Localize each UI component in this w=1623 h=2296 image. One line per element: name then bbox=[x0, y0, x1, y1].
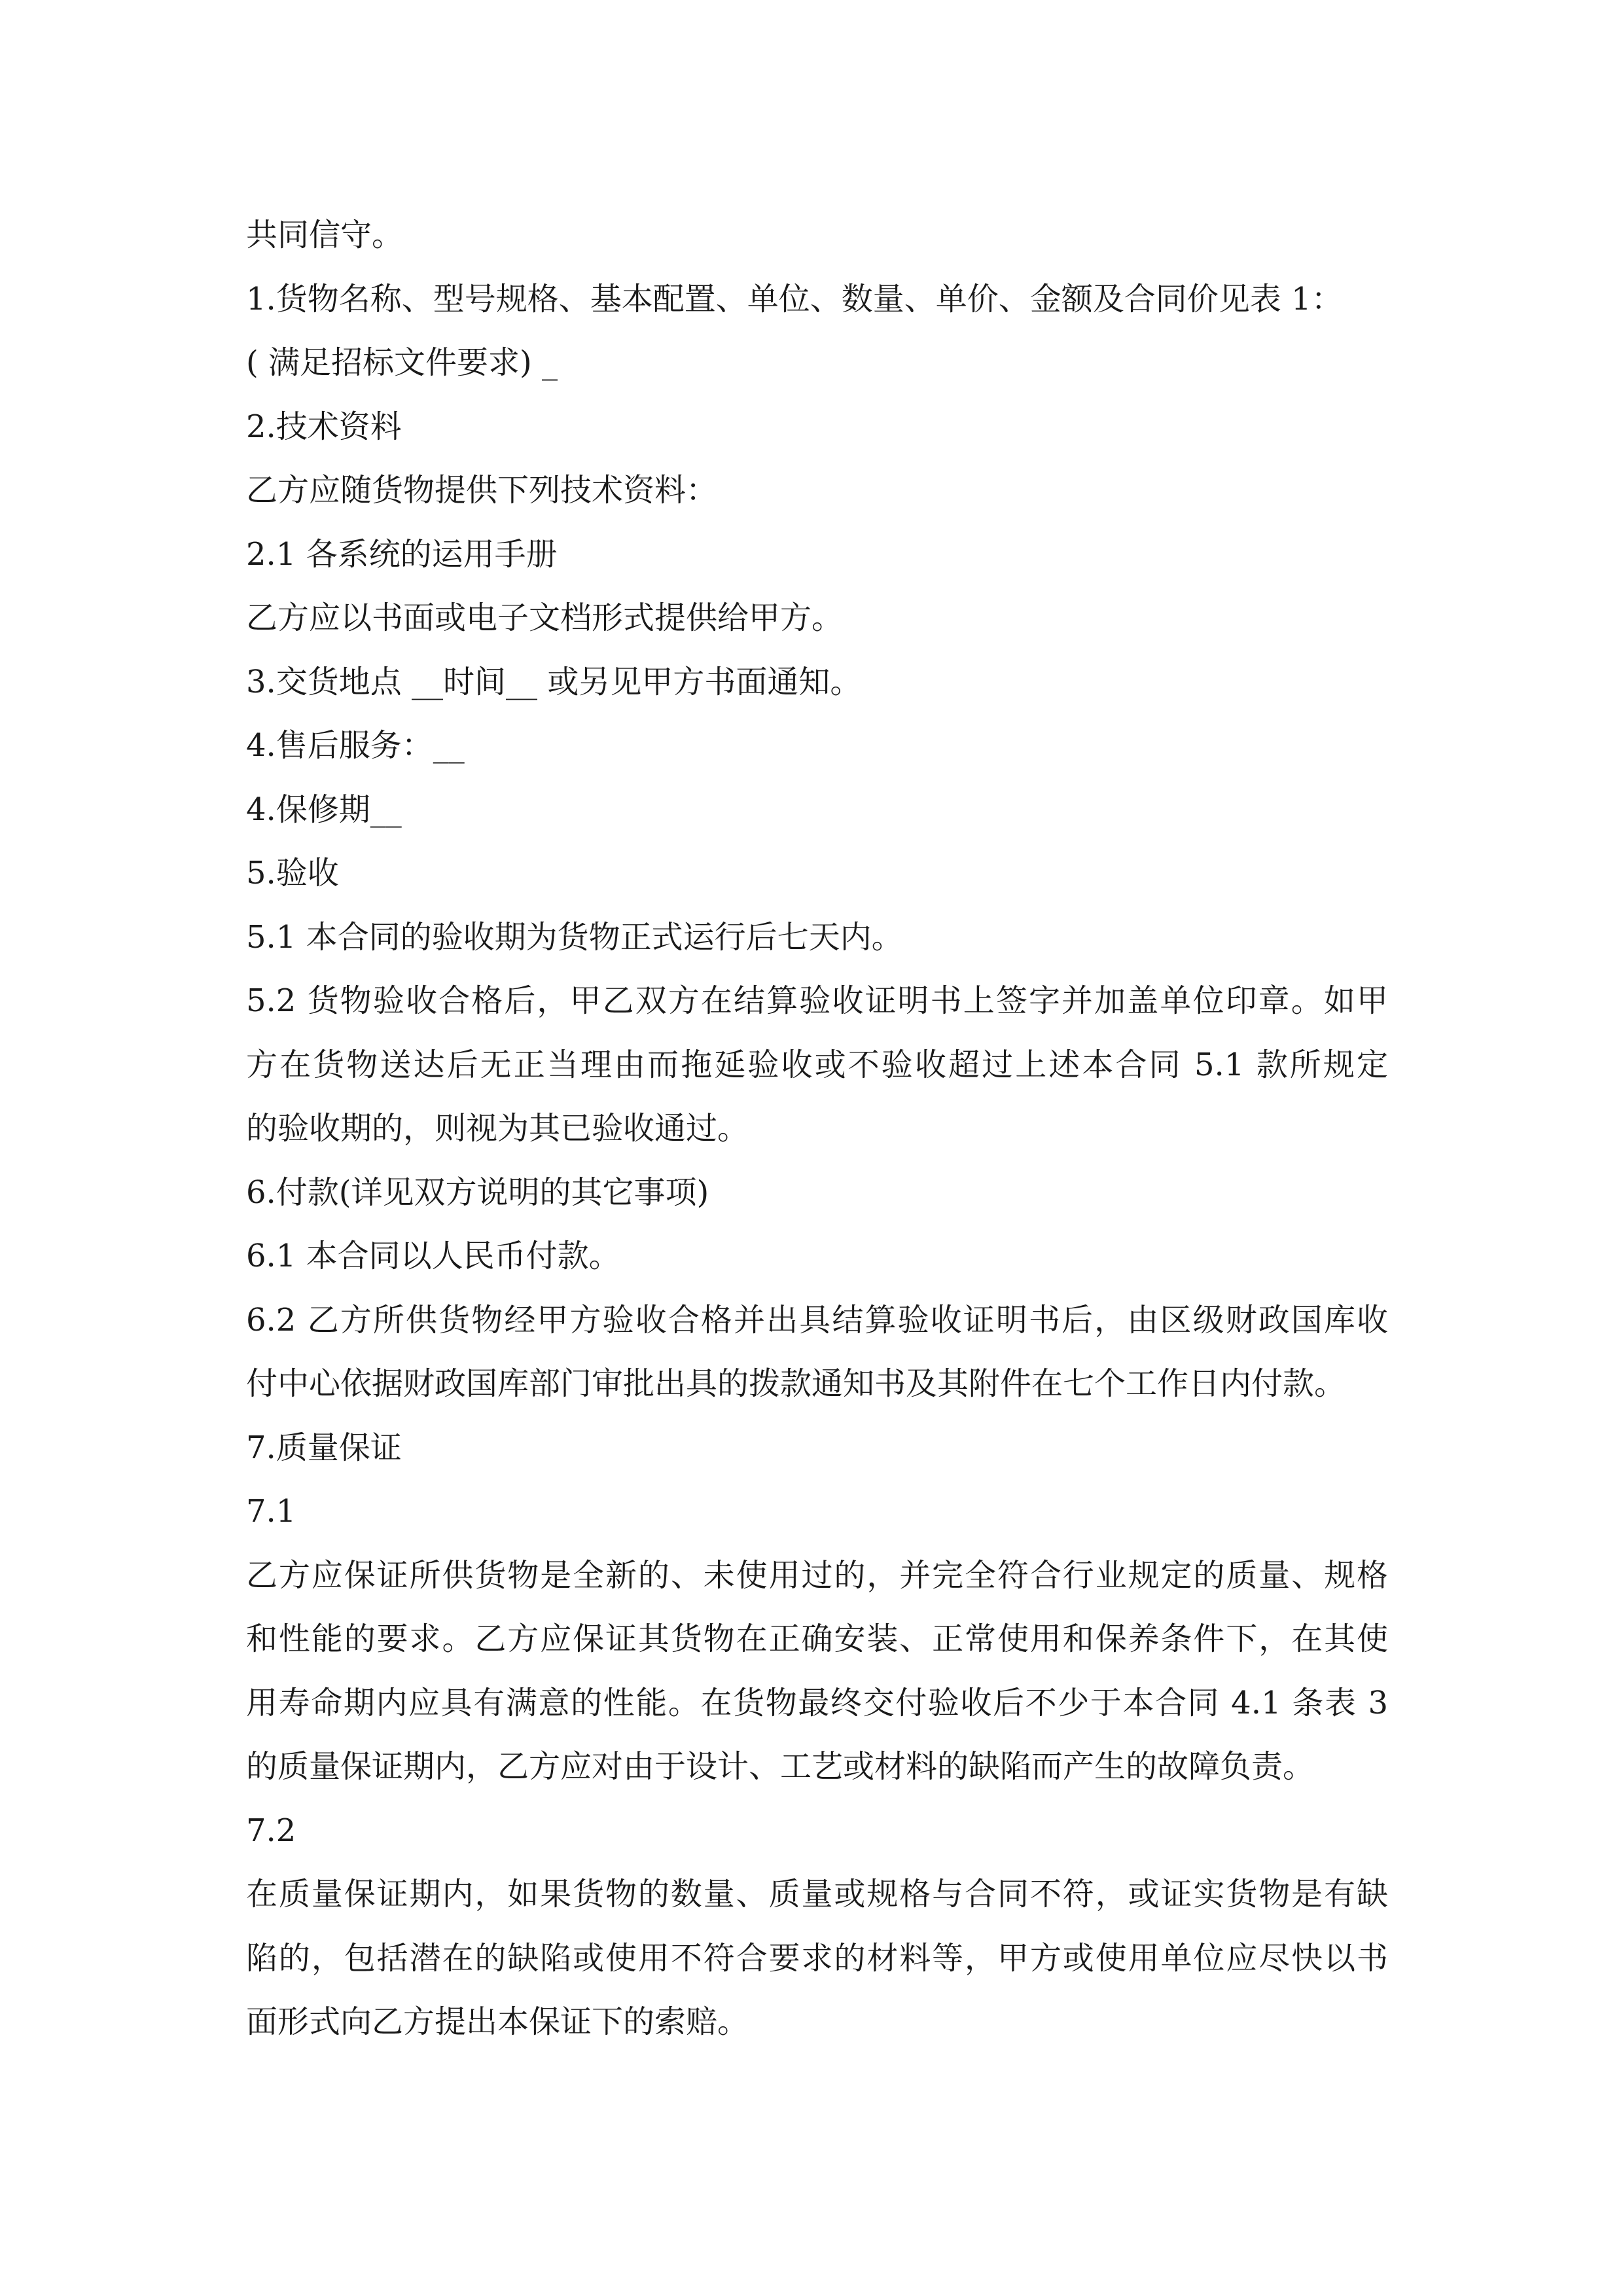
subsection-heading: 2.1 各系统的运用手册 bbox=[246, 535, 558, 573]
text-line: 的验收期的，则视为其已验收通过。 bbox=[246, 1110, 749, 1147]
item-1-goods-line: 1.货物名称、型号规格、基本配置、单位、数量、单价、金额及合同价见表 1： bbox=[246, 280, 1343, 317]
text-line: 6.1 本合同以人民币付款。 bbox=[246, 1238, 620, 1274]
text-line: 面形式向乙方提出本保证下的索赔。 bbox=[246, 2003, 749, 2040]
text-line: 陷的，包括潜在的缺陷或使用不符合要求的材料等，甲方或使用单位应尽快以书 bbox=[246, 1939, 1388, 1977]
text-line: 6.2 乙方所供货物经甲方验收合格并出具结算验收证明书后，由区级财政国库收 bbox=[246, 1301, 1388, 1338]
subsection-heading: 7.2 bbox=[246, 1812, 296, 1849]
text-line: 乙方应随货物提供下列技术资料： bbox=[246, 472, 718, 509]
subsection-heading: 7.1 bbox=[246, 1493, 296, 1530]
text-line: 在质量保证期内，如果货物的数量、质量或规格与合同不符，或证实货物是有缺 bbox=[246, 1876, 1388, 1912]
section-heading-technical-materials: 2.技术资料 bbox=[246, 408, 402, 445]
section-heading-after-sales: 4.售后服务：__ bbox=[246, 727, 465, 764]
text-line: 方在货物送达后无正当理由而拖延验收或不验收超过上述本合同 5.1 款所规定 bbox=[246, 1046, 1388, 1083]
section-heading-delivery: 3.交货地点 __时间__ 或另见甲方书面通知。 bbox=[246, 663, 862, 700]
section-heading-payment: 6.付款(详见双方说明的其它事项) bbox=[246, 1174, 709, 1211]
text-line: 付中心依据财政国库部门审批出具的拨款通知书及其附件在七个工作日内付款。 bbox=[246, 1365, 1346, 1402]
section-heading-quality-guarantee: 7.质量保证 bbox=[246, 1429, 402, 1466]
text-line: 用寿命期内应具有满意的性能。在货物最终交付验收后不少于本合同 4.1 条表 3 bbox=[246, 1684, 1388, 1721]
text-line: 乙方应以书面或电子文档形式提供给甲方。 bbox=[246, 600, 844, 636]
section-heading-acceptance: 5.验收 bbox=[246, 855, 339, 891]
section-heading-warranty-period: 4.保修期__ bbox=[246, 791, 402, 828]
text-line: 和性能的要求。乙方应保证其货物在正确安装、正常使用和保养条件下，在其使 bbox=[246, 1621, 1388, 1657]
text-line: 的质量保证期内，乙方应对由于设计、工艺或材料的缺陷而产生的故障负责。 bbox=[246, 1748, 1315, 1785]
text-line: 5.2 货物验收合格后，甲乙双方在结算验收证明书上签字并加盖单位印章。如甲 bbox=[246, 982, 1388, 1019]
text-line: 共同信守。 bbox=[246, 217, 404, 253]
text-line: 5.1 本合同的验收期为货物正式运行后七天内。 bbox=[246, 918, 903, 956]
document-body bbox=[246, 204, 1388, 2054]
text-line: 乙方应保证所供货物是全新的、未使用过的，并完全符合行业规定的质量、规格 bbox=[246, 1556, 1388, 1594]
text-line: ( 满足招标文件要求) _ bbox=[246, 344, 558, 381]
